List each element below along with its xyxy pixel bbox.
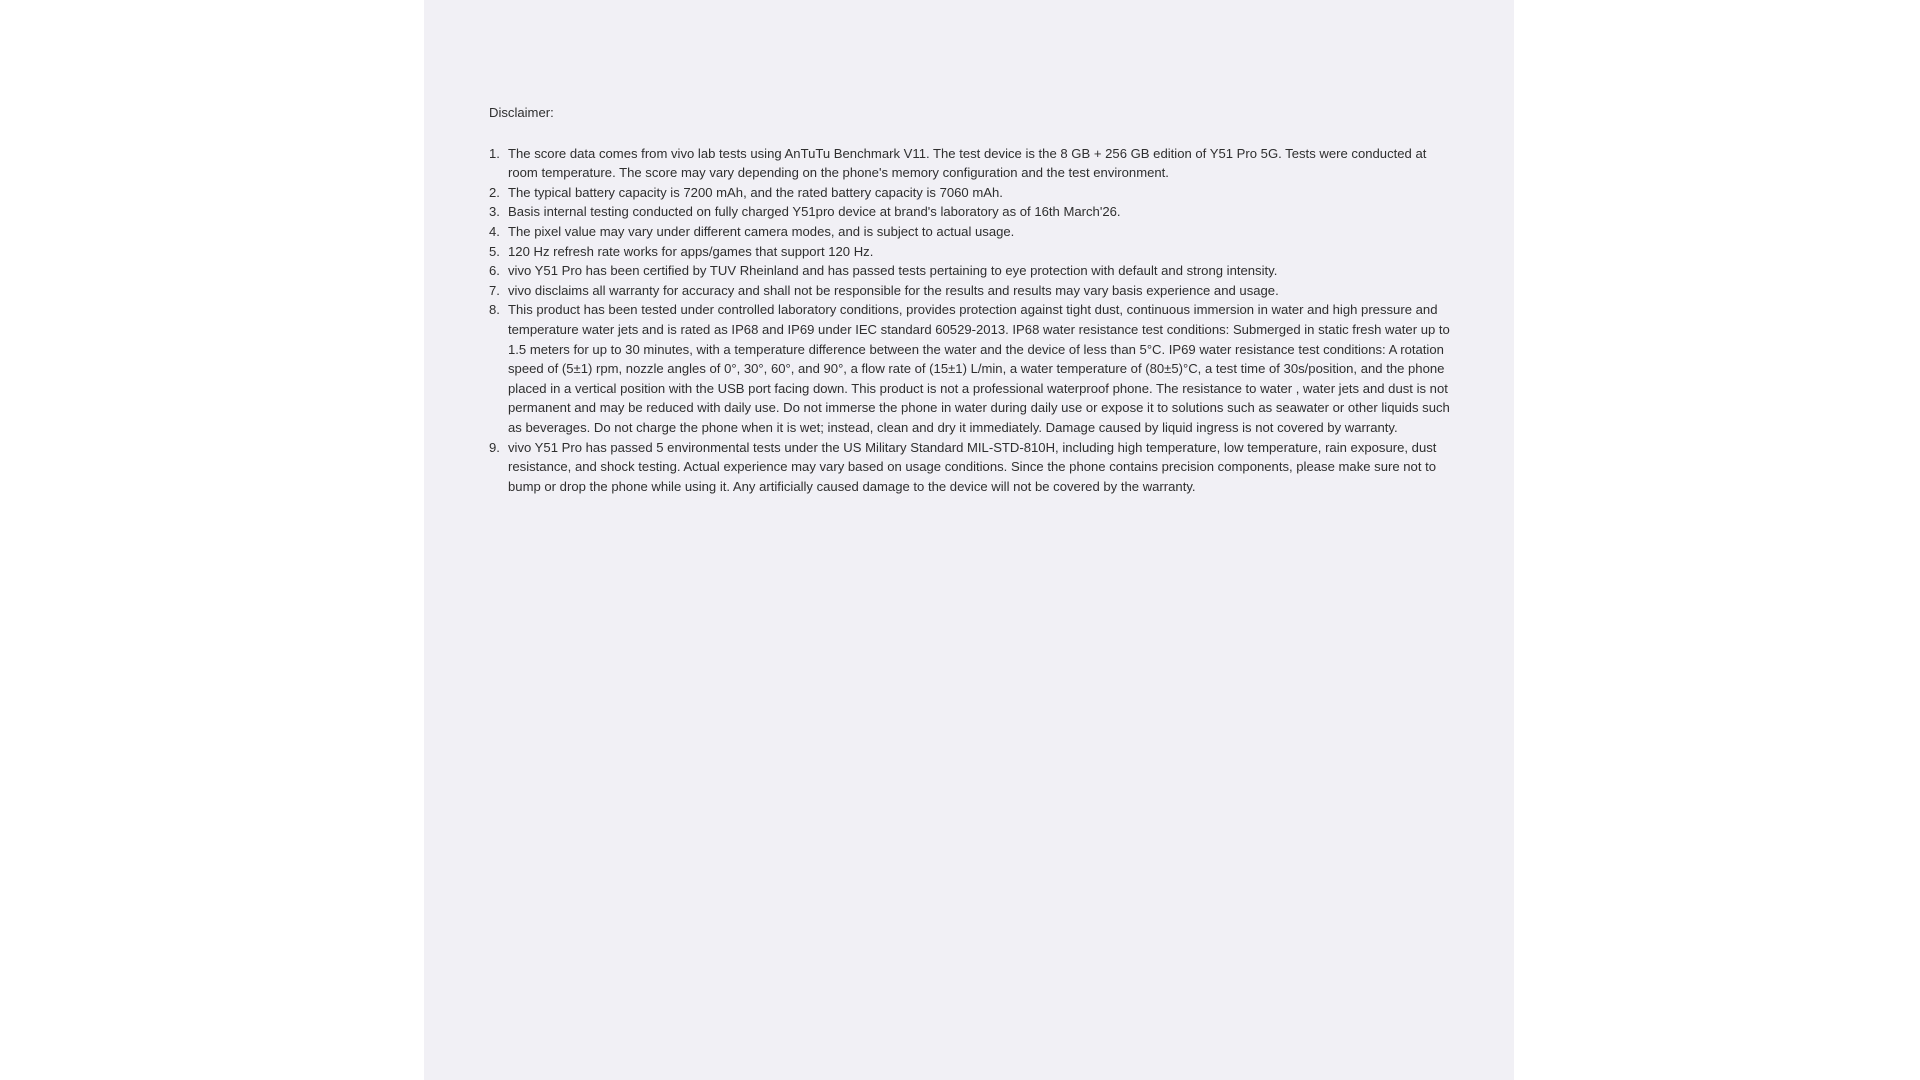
item-text: 120 Hz refresh rate works for apps/games that support 120 Hz.: [508, 243, 874, 259]
item-number: 2.: [489, 184, 500, 200]
item-text: This product has been tested under controlled laboratory conditions, provides protection against tight dust, continuous immersion in water and high pressure and temperature water jets and is rated as IP68 and IP69 under IEC standard 60529-2013. IP68 water resistance test conditions: Submerged in static fresh water up to 1.5 meters for up to 30 minutes, with a temperature difference between the water and the device of less than 5°C. IP69 water resistance test conditions: A rotation speed of (5±1) rpm, nozzle angles of 0°, 30°, 60°, and 90°, a flow rate of (15±1) L/min, a water temperature of (80±5)°C, a test time of 30s/position, and the phone placed in a vertical position with the USB port facing down. This product is not a professional waterproof phone. The resistance to water , water jets and dust is not permanent and may be reduced with daily use. Do not immerse the phone in water during daily use or expose it to solutions such as seawater or other liquids such as beverages. Do not charge the phone when it is wet; instead, clean and dry it immediately. Damage caused by liquid ingress is not covered by warranty.: [508, 302, 1450, 435]
item-number: 3.: [489, 204, 500, 220]
item-text: The pixel value may vary under different camera modes, and is subject to actual usage.: [508, 223, 1015, 239]
disclaimer-item-7: [489, 281, 1455, 301]
item-text: The typical battery capacity is 7200 mAh, and the rated battery capacity is 7060 mAh.: [508, 184, 1003, 200]
item-text: Basis internal testing conducted on fully charged Y51pro device at brand's laboratory as of 16th March'26.: [508, 204, 1121, 220]
disclaimer-item-4: [489, 222, 1455, 242]
disclaimer-item-2: [489, 183, 1455, 203]
item-text: vivo Y51 Pro has passed 5 environmental tests under the US Military Standard MIL-STD-810H, including high temperature, low temperature, rain exposure, dust resistance, and shock testing. Actual experience may vary based on usage conditions. Since the phone contains precision components, please make sure not to bump or drop the phone while using it. Any artificially caused damage to the device will not be covered by the warranty.: [508, 439, 1437, 494]
disclaimer-item-5: [489, 242, 1455, 262]
disclaimer-item-1: [489, 144, 1455, 183]
item-number: 1.: [489, 145, 500, 161]
item-number: 9.: [489, 439, 500, 455]
disclaimer-item-8: [489, 300, 1455, 437]
disclaimer-content: [489, 103, 1455, 496]
disclaimer-item-6: [489, 261, 1455, 281]
item-number: 7.: [489, 282, 500, 298]
item-text: The score data comes from vivo lab tests using AnTuTu Benchmark V11. The test device is the 8 GB + 256 GB edition of Y51 Pro 5G. Tests were conducted at room temperature. The score may vary depending on the phone's memory configuration and the test environment.: [508, 145, 1427, 181]
disclaimer-list: [489, 144, 1455, 497]
disclaimer-item-3: [489, 202, 1455, 222]
item-number: 4.: [489, 223, 500, 239]
item-text: vivo Y51 Pro has been certified by TUV Rheinland and has passed tests pertaining to eye protection with default and strong intensity.: [508, 263, 1278, 279]
disclaimer-panel: [424, 0, 1514, 1080]
item-text: vivo disclaims all warranty for accuracy and shall not be responsible for the results and results may vary basis experience and usage.: [508, 282, 1279, 298]
item-number: 5.: [489, 243, 500, 259]
disclaimer-heading: Disclaimer:: [489, 105, 554, 120]
item-number: 6.: [489, 263, 500, 279]
disclaimer-item-9: [489, 438, 1455, 497]
item-number: 8.: [489, 302, 500, 318]
